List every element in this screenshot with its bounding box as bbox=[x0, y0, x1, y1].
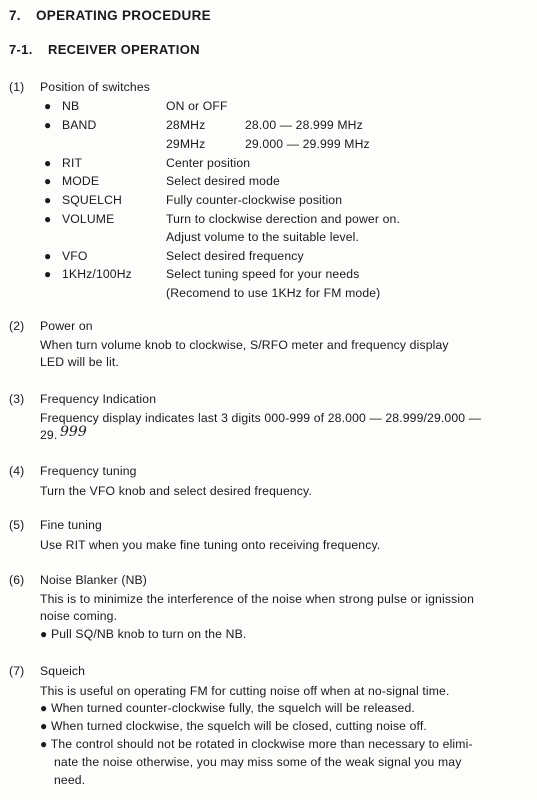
switch-setting: Fully counter-clockwise position bbox=[166, 193, 343, 207]
switch-setting: 29MHz bbox=[166, 137, 206, 151]
switch-setting: Select desired frequency bbox=[166, 249, 304, 263]
bullet-icon: ● bbox=[40, 701, 48, 715]
switch-setting: Select desired mode bbox=[166, 174, 280, 188]
bullet-text: The control should not be rotated in clockwise more than necessary to elimi- bbox=[50, 737, 473, 751]
item-number: (1) bbox=[9, 80, 25, 94]
bullet-icon: ● bbox=[44, 193, 52, 207]
bullet-text: When turned counter-clockwise fully, the squelch will be released. bbox=[50, 701, 415, 715]
body-line: Turn the VFO knob and select desired frequency. bbox=[40, 484, 312, 498]
switch-name: 1KHz/100Hz bbox=[62, 267, 132, 281]
switch-setting: Center position bbox=[166, 156, 251, 170]
bullet-text: When turned clockwise, the squelch will be closed, cutting noise off. bbox=[50, 719, 427, 733]
bullet-icon: ● bbox=[44, 174, 52, 188]
subsection-number: 7-1. bbox=[9, 42, 33, 57]
item-heading: Squeich bbox=[40, 664, 86, 678]
item-heading: Frequency tuning bbox=[40, 464, 137, 478]
bullet-icon: ● bbox=[40, 737, 48, 751]
item-heading: Frequency Indication bbox=[40, 392, 157, 406]
bullet-item bbox=[40, 719, 427, 733]
item-heading: Position of switches bbox=[40, 80, 151, 94]
body-line: This is useful on operating FM for cutting noise off when at no-signal time. bbox=[40, 684, 450, 698]
switch-setting: 28MHz bbox=[166, 118, 206, 132]
switch-name: VFO bbox=[62, 249, 88, 263]
switch-range: 28.00 — 28.999 MHz bbox=[245, 118, 363, 132]
item-heading: Fine tuning bbox=[40, 518, 102, 532]
bullet-icon: ● bbox=[40, 627, 48, 641]
switch-name: BAND bbox=[62, 118, 97, 132]
item-heading: Noise Blanker (NB) bbox=[40, 573, 148, 587]
body-line: need. bbox=[54, 773, 86, 787]
body-line: LED will be lit. bbox=[40, 355, 119, 369]
switch-name: VOLUME bbox=[62, 212, 115, 226]
bullet-icon: ● bbox=[44, 99, 52, 113]
switch-name: MODE bbox=[62, 174, 100, 188]
body-line: When turn volume knob to clockwise, S/RFO meter and frequency display bbox=[40, 338, 449, 352]
section-title: OPERATING PROCEDURE bbox=[36, 8, 211, 23]
bullet-item bbox=[40, 627, 246, 641]
switch-setting: ON or OFF bbox=[166, 99, 228, 113]
item-number: (4) bbox=[9, 464, 25, 478]
switch-setting: (Recomend to use 1KHz for FM mode) bbox=[166, 286, 381, 300]
subsection-title: RECEIVER OPERATION bbox=[48, 42, 200, 57]
body-line: Frequency display indicates last 3 digits 000-999 of 28.000 — 28.999/29.000 — bbox=[40, 411, 482, 425]
handwritten-digits: 999 bbox=[60, 424, 87, 440]
body-line: noise coming. bbox=[40, 609, 118, 623]
body-line: 29. bbox=[40, 428, 58, 442]
body-line: Use RIT when you make fine tuning onto receiving frequency. bbox=[40, 538, 381, 552]
bullet-item bbox=[40, 737, 473, 751]
body-line: This is to minimize the interference of the noise when strong pulse or ignission bbox=[40, 592, 475, 606]
switch-name: NB bbox=[62, 99, 80, 113]
switch-setting: Adjust volume to the suitable level. bbox=[166, 230, 360, 244]
switch-name: SQUELCH bbox=[62, 193, 122, 207]
item-number: (2) bbox=[9, 319, 25, 333]
item-heading: Power on bbox=[40, 319, 93, 333]
item-number: (6) bbox=[9, 573, 25, 587]
bullet-icon: ● bbox=[44, 118, 52, 132]
bullet-text: Pull SQ/NB knob to turn on the NB. bbox=[50, 627, 247, 641]
bullet-icon: ● bbox=[40, 719, 48, 733]
item-number: (7) bbox=[9, 664, 25, 678]
bullet-item bbox=[40, 701, 415, 715]
switch-range: 29.000 — 29.999 MHz bbox=[245, 137, 370, 151]
switch-setting: Turn to clockwise derection and power on. bbox=[166, 212, 400, 226]
switch-name: RIT bbox=[62, 156, 83, 170]
bullet-icon: ● bbox=[44, 249, 52, 263]
bullet-icon: ● bbox=[44, 156, 52, 170]
switch-setting: Select tuning speed for your needs bbox=[166, 267, 360, 281]
item-number: (3) bbox=[9, 392, 25, 406]
bullet-icon: ● bbox=[44, 212, 52, 226]
bullet-icon: ● bbox=[44, 267, 52, 281]
section-number: 7. bbox=[9, 8, 21, 23]
body-line: nate the noise otherwise, you may miss some of the weak signal you may bbox=[54, 755, 462, 769]
item-number: (5) bbox=[9, 518, 25, 532]
